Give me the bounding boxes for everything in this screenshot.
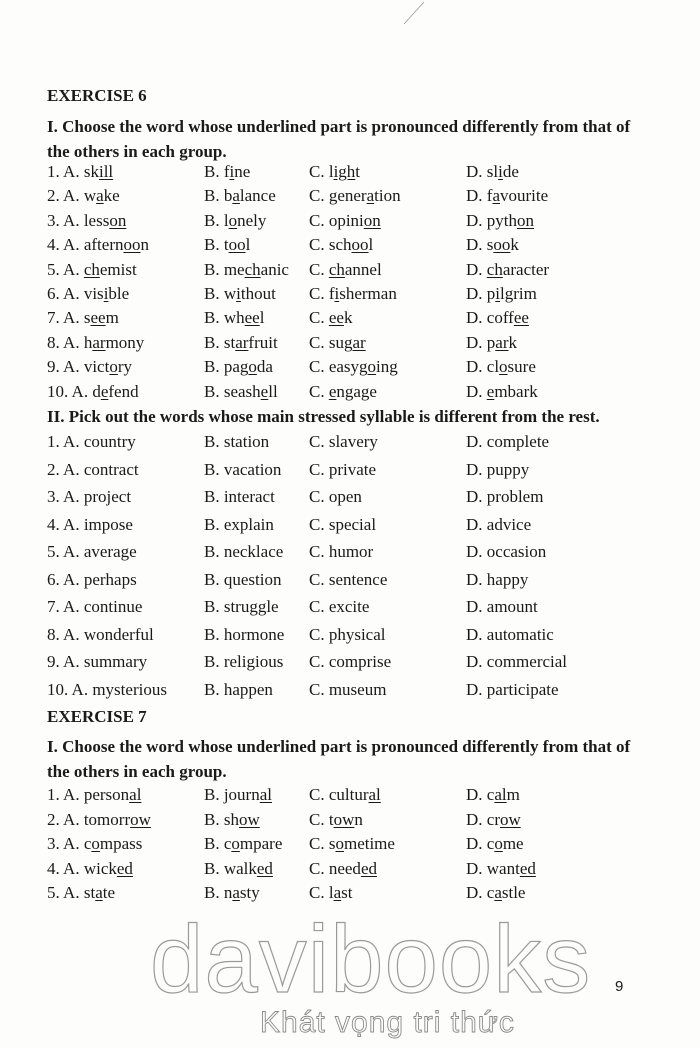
underlined-part: i	[498, 162, 503, 181]
underlined-part: oo	[123, 235, 141, 255]
ex6-part1-q2-option-b: B. balance	[204, 186, 276, 206]
underlined-part: o	[494, 834, 503, 853]
ex6-part1-q3-option-c: C. opinion	[309, 210, 381, 230]
underlined-part: a	[232, 883, 240, 902]
ex6-part1-q6-option-a: 6. A. visible	[47, 284, 130, 303]
underlined-part: a	[333, 883, 342, 902]
ex6-part2-q4-option-b: B. explain	[204, 514, 274, 534]
ex6-part1-q9-option-b: B. pagoda	[204, 357, 273, 377]
ex6-part1-q10-option-c: C. engage	[309, 381, 377, 401]
ex6-part1-q8-option-a: 8. A. harmony	[47, 332, 145, 352]
underlined-part: al	[494, 785, 507, 804]
underlined-part: o	[231, 834, 240, 853]
ex6-part2-q10-option-a: 10. A. mysterious	[47, 679, 167, 699]
ex6-part1-q9-option-c: C. easygoing	[309, 357, 398, 377]
underlined-part: oo	[351, 235, 369, 255]
ex6-part1-q7-option-d: D. coffee	[466, 308, 529, 328]
ex7-part1-q4-option-c: C. needed	[309, 858, 377, 878]
underlined-part: igh	[333, 162, 356, 181]
davibooks-watermark-logo: davibooks	[150, 906, 592, 1013]
ex6-part1-q8-option-d: D. park	[466, 332, 517, 352]
underlined-part: i	[334, 284, 340, 303]
underlined-part: on	[363, 210, 381, 230]
underlined-part: i	[229, 162, 235, 181]
ex7-part1-q5-option-d: D. castle	[466, 883, 526, 902]
ex6-part1-q1-option-d: D. slide	[466, 162, 519, 181]
ex6-part2-q10-option-d: D. participate	[466, 679, 559, 699]
ex6-part1-q3-option-d: D. python	[466, 210, 534, 230]
underlined-part: ch	[244, 259, 261, 279]
underlined-part: ar	[495, 332, 509, 352]
ex6-part2-q5-option-c: C. humor	[309, 542, 374, 561]
ex6-part2-q3-option-c: C. open	[309, 487, 362, 506]
underlined-part: on	[517, 210, 534, 230]
ex7-part1-q1-option-a: 1. A. personal	[47, 785, 142, 804]
underlined-part: e	[328, 381, 337, 401]
underlined-part: a	[232, 186, 240, 206]
ex6-part2-question-10	[0, 680, 700, 704]
ex6-part1-q9-option-d: D. closure	[466, 357, 536, 377]
ex6-part1-q6-option-c: C. fisherman	[309, 284, 397, 303]
ex6-part1-q4-option-a: 4. A. afternoon	[47, 235, 149, 255]
underlined-part: e	[260, 381, 269, 401]
page-number: 9	[615, 978, 624, 995]
ex6-part1-q7-option-b: B. wheel	[204, 308, 265, 328]
ex6-part2-q10-option-c: C. museum	[309, 679, 387, 699]
watermark-tagline: Khát vọng tri thức	[260, 1006, 515, 1039]
ex7-part1-q1-option-c: C. cultural	[309, 785, 381, 804]
underlined-part: o	[228, 210, 238, 230]
underlined-part: a	[95, 883, 103, 902]
ex6-part2-q8-option-a: 8. A. wonderful	[47, 624, 154, 644]
ex6-part2-question-3	[0, 487, 700, 511]
underlined-part: ch	[486, 259, 503, 279]
ex6-part1-q5-option-b: B. mechanic	[204, 259, 289, 279]
ex7-part1-question-5	[0, 883, 700, 907]
ex6-part2-q7-option-c: C. excite	[309, 597, 370, 616]
ex6-part2-q5-option-d: D. occasion	[466, 542, 547, 561]
ex6-part1-question-9	[0, 357, 700, 381]
ex6-part2-q6-option-b: B. question	[204, 569, 282, 589]
ex6-part1-q8-option-c: C. sugar	[309, 332, 366, 352]
ex6-part2-q1-option-c: C. slavery	[309, 432, 378, 451]
ex6-part2-question-6	[0, 570, 700, 594]
ex6-part1-question-1	[0, 162, 700, 186]
ex6-part2-q7-option-a: 7. A. continue	[47, 597, 143, 616]
ex7-part1-q2-option-d: D. crow	[466, 809, 521, 829]
ex6-part2-question-4	[0, 515, 700, 539]
underlined-part: al	[129, 785, 142, 804]
ex7-part1-q1-option-b: B. journal	[204, 785, 273, 804]
exercise-7-title: EXERCISE 7	[47, 707, 147, 726]
ex6-part2-q4-option-c: C. special	[309, 514, 377, 534]
underlined-part: ow	[499, 809, 521, 829]
ex6-part1-question-2	[0, 186, 700, 210]
underlined-part: ee	[90, 308, 106, 328]
ex6-part1-question-3	[0, 211, 700, 235]
ex6-part2-q6-option-a: 6. A. perhaps	[47, 569, 137, 589]
ex6-part2-q4-option-d: D. advice	[466, 514, 532, 534]
ex6-part2-q9-option-c: C. comprise	[309, 652, 392, 671]
underlined-part: ar	[92, 332, 106, 352]
ex6-part2-q5-option-a: 5. A. average	[47, 542, 137, 561]
ex6-part2-q3-option-a: 3. A. project	[47, 487, 132, 506]
ex6-part1-q1-option-b: B. fine	[204, 162, 251, 181]
ex6-part2-q3-option-b: B. interact	[204, 487, 275, 506]
ex6-part1-question-8	[0, 333, 700, 357]
underlined-part: o	[109, 357, 118, 377]
underlined-part: a	[494, 883, 502, 902]
underlined-part: ow	[238, 809, 260, 829]
ex7-part1-q3-option-c: C. sometime	[309, 834, 395, 853]
underlined-part: oo	[228, 235, 246, 255]
ex6-part1-q10-option-d: D. embark	[466, 381, 538, 401]
ex6-part1-q1-option-a: 1. A. skill	[47, 162, 114, 181]
ex6-part2-q1-option-b: B. station	[204, 432, 270, 451]
ex6-part1-q8-option-b: B. starfruit	[204, 332, 278, 352]
ex6-part1-q1-option-c: C. light	[309, 162, 361, 181]
ex7-part1-q3-option-a: 3. A. compass	[47, 834, 143, 853]
ex7-part1-q3-option-b: B. compare	[204, 834, 283, 853]
underlined-part: al	[259, 785, 273, 804]
ex7-part1-q4-option-a: 4. A. wicked	[47, 858, 133, 878]
ex6-part2-q9-option-a: 9. A. summary	[47, 652, 148, 671]
ex7-part1-question-1	[0, 785, 700, 809]
underlined-part: i	[495, 284, 501, 303]
underlined-part: ed	[360, 858, 377, 878]
ex6-part1-q6-option-b: B. without	[204, 284, 276, 303]
ex6-part1-question-7	[0, 308, 700, 332]
underlined-part: ar	[352, 332, 366, 352]
ex6-part1-q5-option-a: 5. A. chemist	[47, 259, 137, 279]
ex7-part1-q2-option-b: B. show	[204, 809, 260, 829]
ex6-part2-q2-option-c: C. private	[309, 459, 377, 479]
underlined-part: ee	[328, 308, 344, 328]
underlined-part: ow	[333, 809, 355, 829]
ex6-part2-q2-option-b: B. vacation	[204, 459, 282, 479]
ex6-part2-q2-option-d: D. puppy	[466, 459, 530, 479]
ex6-part1-question-5	[0, 260, 700, 284]
ex6-part2-question-8	[0, 625, 700, 649]
ex6-part1-q2-option-c: C. generation	[309, 186, 401, 206]
ex7-part1-question-3	[0, 834, 700, 858]
underlined-part: al	[368, 785, 381, 804]
ex7-part1-q5-option-a: 5. A. state	[47, 883, 116, 902]
ex6-part1-q6-option-d: D. pilgrim	[466, 284, 537, 303]
underlined-part: ed	[519, 858, 536, 878]
ex6-part2-q9-option-d: D. commercial	[466, 652, 568, 671]
ex6-part2-q8-option-c: C. physical	[309, 624, 386, 644]
ex6-part1-q4-option-c: C. school	[309, 235, 374, 255]
ex7-part1-q1-option-d: D. calm	[466, 785, 520, 804]
ex6-part1-q7-option-a: 7. A. seem	[47, 308, 119, 328]
exercise-7-part-1-instruction: I. Choose the word whose underlined part is pronounced differently from that of the others in each group.	[47, 737, 631, 781]
scratch-mark	[398, 0, 428, 26]
ex6-part1-q7-option-c: C. eek	[309, 308, 353, 328]
ex6-part2-q10-option-b: B. happen	[204, 679, 273, 699]
ex6-part1-question-10	[0, 382, 700, 406]
ex6-part1-question-4	[0, 235, 700, 259]
underlined-part: i	[103, 284, 109, 303]
ex6-part2-question-5	[0, 542, 700, 566]
underlined-part: ee	[513, 308, 529, 328]
exercise-6-part-1-instruction: I. Choose the word whose underlined part is pronounced differently from that of the others in each group.	[47, 117, 631, 161]
ex7-part1-question-4	[0, 859, 700, 883]
ex6-part2-q2-option-a: 2. A. contract	[47, 459, 139, 479]
underlined-part: o	[91, 834, 100, 853]
ex7-part1-question-2	[0, 810, 700, 834]
underlined-part: e	[486, 381, 495, 401]
underlined-part: ee	[244, 308, 260, 328]
ex6-part2-question-9	[0, 652, 700, 676]
ex6-part2-question-2	[0, 460, 700, 484]
ex7-part1-q5-option-c: C. last	[309, 883, 353, 902]
underlined-part: a	[492, 186, 500, 206]
underlined-part: oo	[493, 235, 511, 255]
ex6-part1-q2-option-a: 2. A. wake	[47, 186, 120, 206]
ex6-part1-q5-option-c: C. channel	[309, 259, 382, 279]
ex6-part2-q8-option-d: D. automatic	[466, 624, 554, 644]
ex6-part2-q9-option-b: B. religious	[204, 652, 284, 671]
ex6-part2-q7-option-b: B. struggle	[204, 597, 279, 616]
ex6-part1-q2-option-d: D. favourite	[466, 186, 549, 206]
underlined-part: ed	[256, 858, 273, 878]
ex6-part1-q3-option-b: B. lonely	[204, 210, 267, 230]
underlined-part: e	[100, 381, 109, 401]
ex7-part1-q2-option-a: 2. A. tomorrow	[47, 809, 151, 829]
ex6-part2-q1-option-d: D. complete	[466, 432, 550, 451]
ex7-part1-q5-option-b: B. nasty	[204, 883, 260, 902]
ex7-part1-q2-option-c: C. town	[309, 809, 363, 829]
underlined-part: on	[109, 210, 127, 230]
underlined-part: a	[96, 186, 104, 206]
ex6-part2-q6-option-d: D. happy	[466, 569, 529, 589]
underlined-part: ch	[328, 259, 345, 279]
ex6-part2-q1-option-a: 1. A. country	[47, 432, 136, 451]
underlined-part: a	[366, 186, 375, 206]
ex6-part2-q6-option-c: C. sentence	[309, 569, 388, 589]
underlined-part: ar	[235, 332, 249, 352]
underlined-part: ow	[130, 809, 151, 829]
ex6-part2-q5-option-b: B. necklace	[204, 542, 284, 561]
underlined-part: o	[248, 357, 257, 377]
ex7-part1-q3-option-d: D. come	[466, 834, 524, 853]
ex7-part1-q4-option-b: B. walked	[204, 858, 273, 878]
ex6-part1-q10-option-a: 10. A. defend	[47, 381, 139, 401]
underlined-part: i	[236, 284, 241, 303]
underlined-part: o	[367, 357, 377, 377]
ex6-part1-question-6	[0, 284, 700, 308]
underlined-part: o	[499, 357, 508, 377]
ex6-part2-q8-option-b: B. hormone	[204, 624, 285, 644]
ex6-part2-q7-option-d: D. amount	[466, 597, 538, 616]
ex6-part2-q3-option-d: D. problem	[466, 487, 544, 506]
ex6-part2-question-7	[0, 597, 700, 621]
ex6-part1-q4-option-d: D. sook	[466, 235, 519, 255]
ex7-part1-q4-option-d: D. wanted	[466, 858, 536, 878]
underlined-part: ill	[98, 162, 114, 181]
ex6-part2-question-1	[0, 432, 700, 456]
exercise-6-part-2-instruction: II. Pick out the words whose main stressed syllable is different from the rest.	[47, 407, 600, 426]
ex6-part2-q4-option-a: 4. A. impose	[47, 514, 133, 534]
underlined-part: o	[335, 834, 344, 853]
ex6-part1-q5-option-d: D. character	[466, 259, 550, 279]
ex6-part1-q3-option-a: 3. A. lesson	[47, 210, 127, 230]
exercise-6-title: EXERCISE 6	[47, 86, 147, 105]
underlined-part: ed	[116, 858, 133, 878]
ex6-part1-q10-option-b: B. seashell	[204, 381, 278, 401]
ex6-part1-q4-option-b: B. tool	[204, 235, 251, 255]
ex6-part1-q9-option-a: 9. A. victory	[47, 357, 133, 377]
underlined-part: ch	[83, 259, 100, 279]
